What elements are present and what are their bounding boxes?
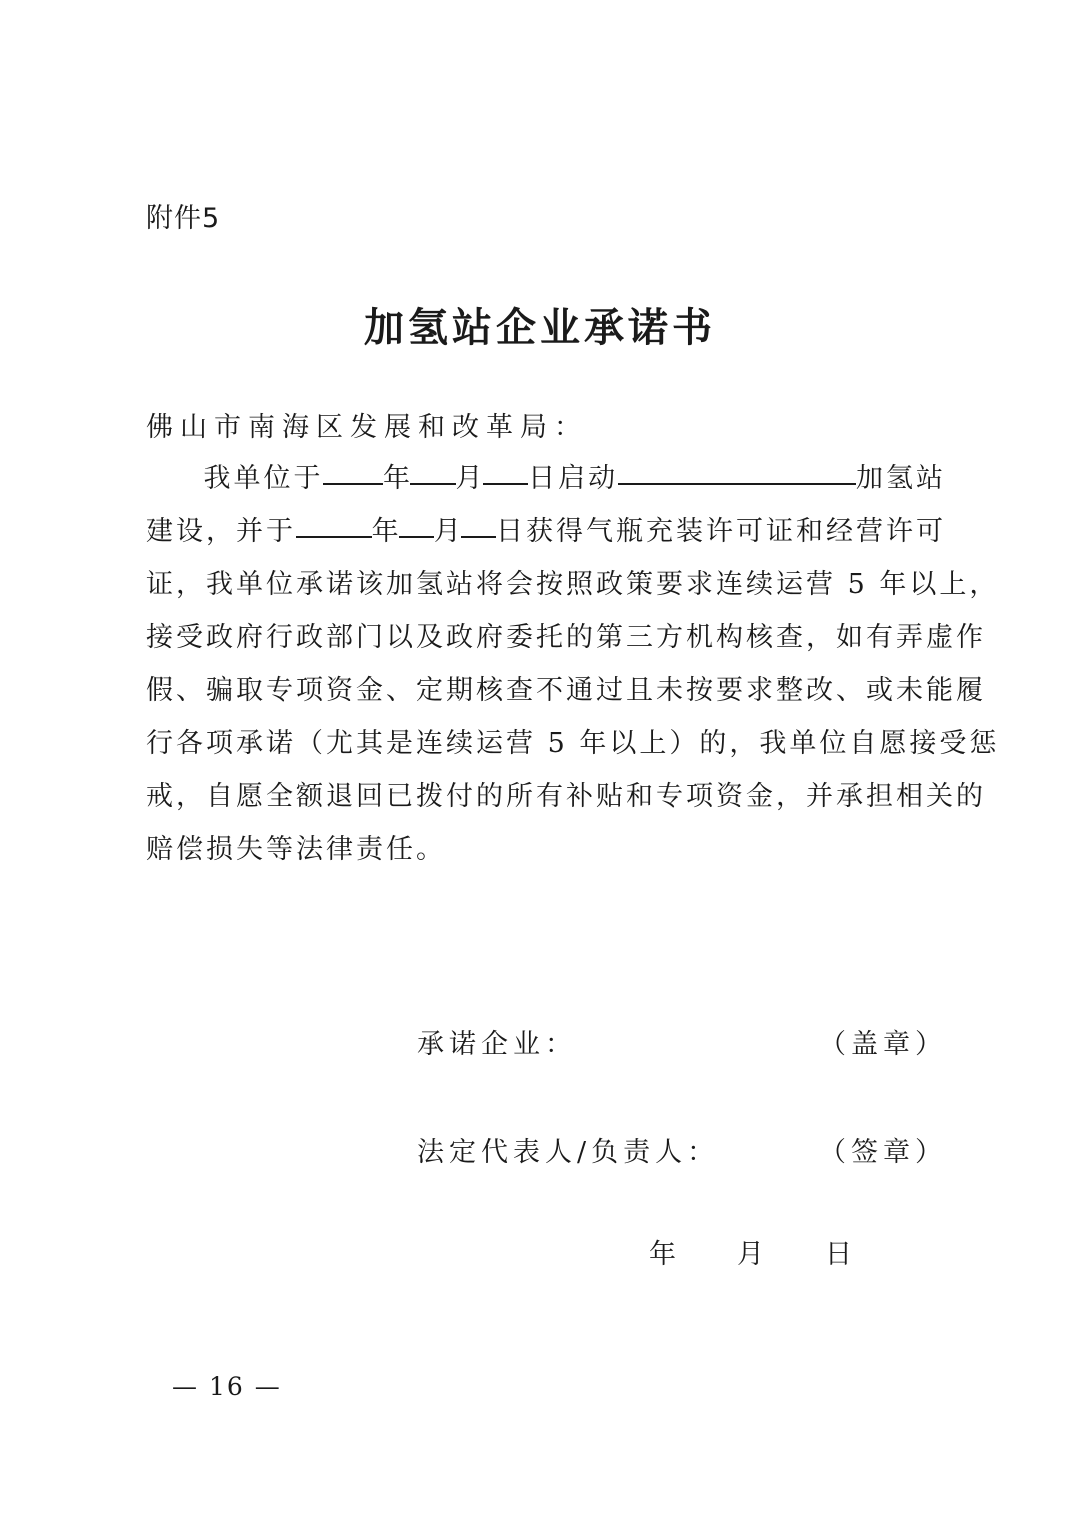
month-blank: [410, 482, 456, 485]
date-month: 月: [737, 1239, 764, 1270]
company-label: 承诺企业：: [417, 1029, 577, 1060]
body-text: 假、骗取专项资金、定期核查不通过且未按要求整改、或未能履: [146, 675, 986, 706]
body-line: [146, 558, 1000, 611]
body-text: 戒，自愿全额退回已拨付的所有补贴和专项资金，并承担相关的: [146, 781, 986, 812]
body-text: 接受政府行政部门以及政府委托的第三方机构核查，如有弄虚作: [146, 622, 986, 653]
body-text: 日启动: [528, 463, 619, 494]
body-text: 我单位于: [203, 463, 324, 494]
representative-signature-row: [417, 1130, 947, 1169]
body-text: 行各项承诺（尤其是连续运营 5 年以上）的，我单位自愿接受惩: [146, 728, 1000, 759]
signature-date: [649, 1232, 913, 1271]
company-signature-row: [417, 1022, 947, 1061]
body-line: [146, 505, 946, 558]
body-text: 赔偿损失等法律责任。: [146, 834, 446, 865]
body-line: [146, 823, 946, 876]
day-blank: [483, 482, 529, 485]
date-year: 年: [649, 1239, 676, 1270]
salutation: 佛山市南海区发展和改革局：: [146, 412, 588, 443]
page-number: — 16 —: [172, 1372, 282, 1401]
body-line: [146, 611, 986, 664]
body-text: 建设，并于: [146, 516, 296, 547]
day-blank: [461, 535, 496, 538]
body-text: 月: [455, 463, 483, 494]
station-name-blank: [618, 482, 856, 485]
body-line: [146, 664, 986, 717]
body-text: 日获得气瓶充装许可证和经营许可: [496, 516, 947, 547]
body-line: [146, 717, 1000, 770]
commitment-body: [146, 452, 1000, 876]
company-stamp-label: （盖章）: [819, 1029, 947, 1060]
document-title: 加氢站企业承诺书: [364, 304, 716, 351]
body-text: 加氢站: [856, 463, 946, 494]
body-text: 证，我单位承诺该加氢站将会按照政策要求连续运营 5 年以上，: [146, 569, 1000, 600]
body-line: [146, 770, 986, 823]
body-text: 年: [382, 463, 410, 494]
body-text: 月: [433, 516, 461, 547]
representative-label: 法定代表人/负责人：: [417, 1137, 720, 1168]
body-line: [146, 452, 946, 505]
year-blank: [296, 535, 372, 538]
representative-stamp-label: （签章）: [819, 1137, 947, 1168]
year-blank: [323, 482, 382, 485]
body-text: 年: [371, 516, 399, 547]
attachment-label: 附件5: [146, 203, 221, 234]
month-blank: [399, 535, 434, 538]
date-day: 日: [825, 1239, 852, 1270]
